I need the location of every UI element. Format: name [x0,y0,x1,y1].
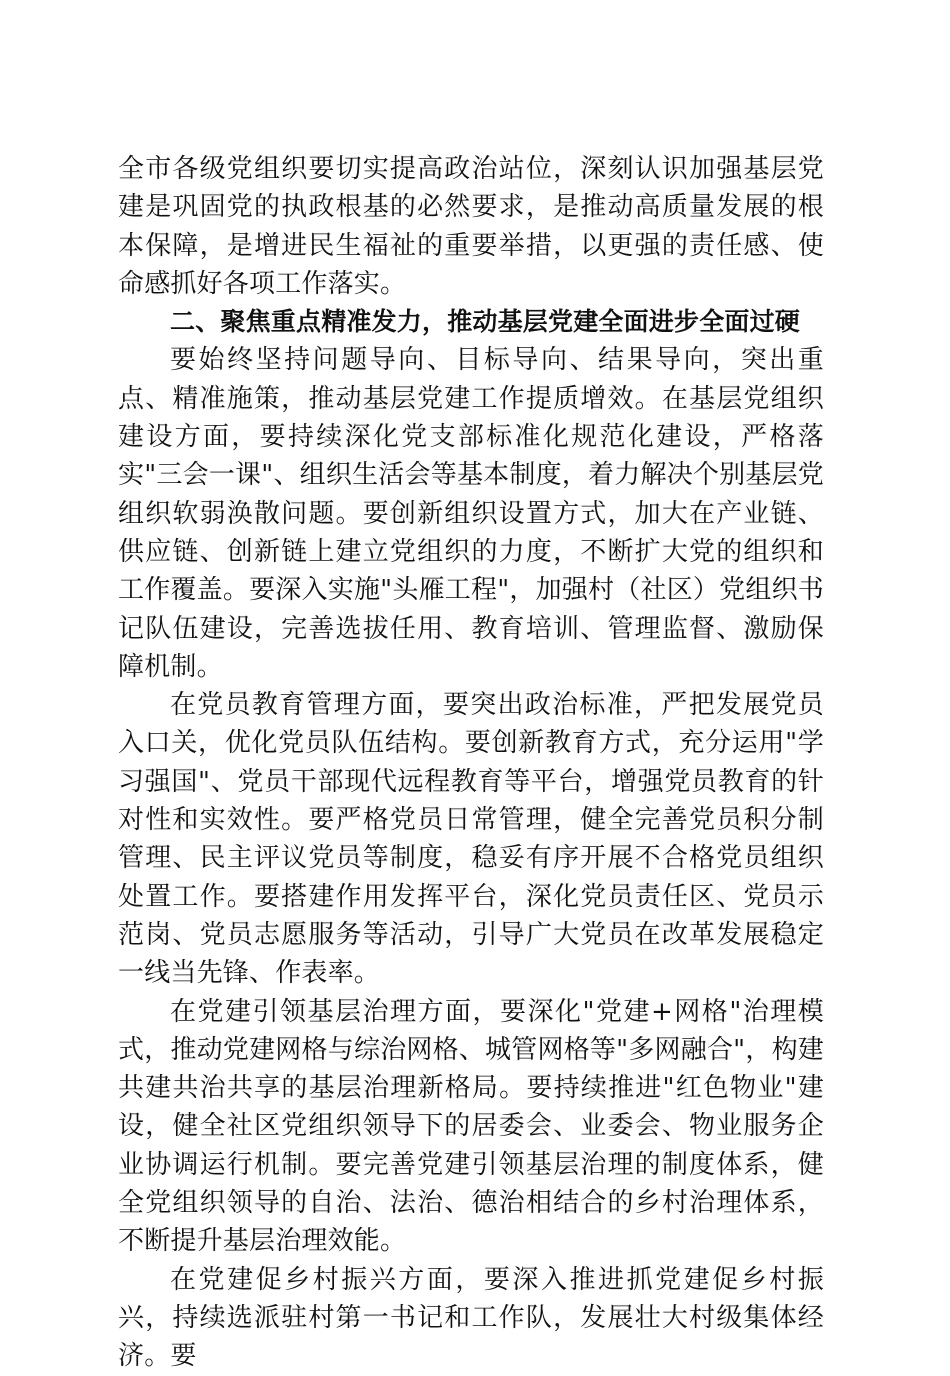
section-heading-2: 二、聚焦重点精准发力，推动基层党建全面进步全面过硬 [170,307,801,337]
document-body [118,150,824,1376]
paragraph-member-education: 在党员教育管理方面，要突出政治标准，严把发展党员入口关，优化党员队伍结构。要创新教育方式，充分运用"学习强国"、党员干部现代远程教育等平台，增强党员教育的针对性和实效性。要严格党员日常管理，健全完善党员积分制管理、民主评议党员等制度，稳妥有序开展不合格党员组织处置工作。要搭建作用发挥平台，深化党员责任区、党员示范岗、党员志愿服务等活动，引导广大党员在改革发展稳定一线当先锋、作表率。 [118,690,824,989]
paragraph-grassroots-organization: 要始终坚持问题导向、目标导向、结果导向，突出重点、精准施策，推动基层党建工作提质增效。在基层党组织建设方面，要持续深化党支部标准化规范化建设，严格落实"三会一课"、组织生活会等基本制度，着力解决个别基层党组织软弱涣散问题。要创新组织设置方式，加大在产业链、供应链、创新链上建立党组织的力度，不断扩大党的组织和工作覆盖。要深入实施"头雁工程"，加强村（社区）党组织书记队伍建设，完善选拔任用、教育培训、管理监督、激励保障机制。 [118,345,824,682]
paragraph-grassroots-governance: 在党建引领基层治理方面，要深化"党建+网格"治理模式，推动党建网格与综治网格、城管网格等"多网融合"，构建共建共治共享的基层治理新格局。要持续推进"红色物业"建设，健全社区党组织领导下的居委会、业委会、物业服务企业协调运行机制。要完善党建引领基层治理的制度体系，健全党组织领导的自治、法治、德治相结合的乡村治理体系，不断提升基层治理效能。 [118,996,824,1257]
paragraph-intro-continuation: 全市各级党组织要切实提高政治站位，深刻认识加强基层党建是巩固党的执政根基的必然要求，是推动高质量发展的根本保障，是增进民生福祉的重要举措，以更强的责任感、使命感抓好各项工作落实。 [118,154,824,299]
paragraph-rural-revitalization: 在党建促乡村振兴方面，要深入推进抓党建促乡村振兴，持续选派驻村第一书记和工作队，发展壮大村级集体经济。要 [118,1264,824,1372]
